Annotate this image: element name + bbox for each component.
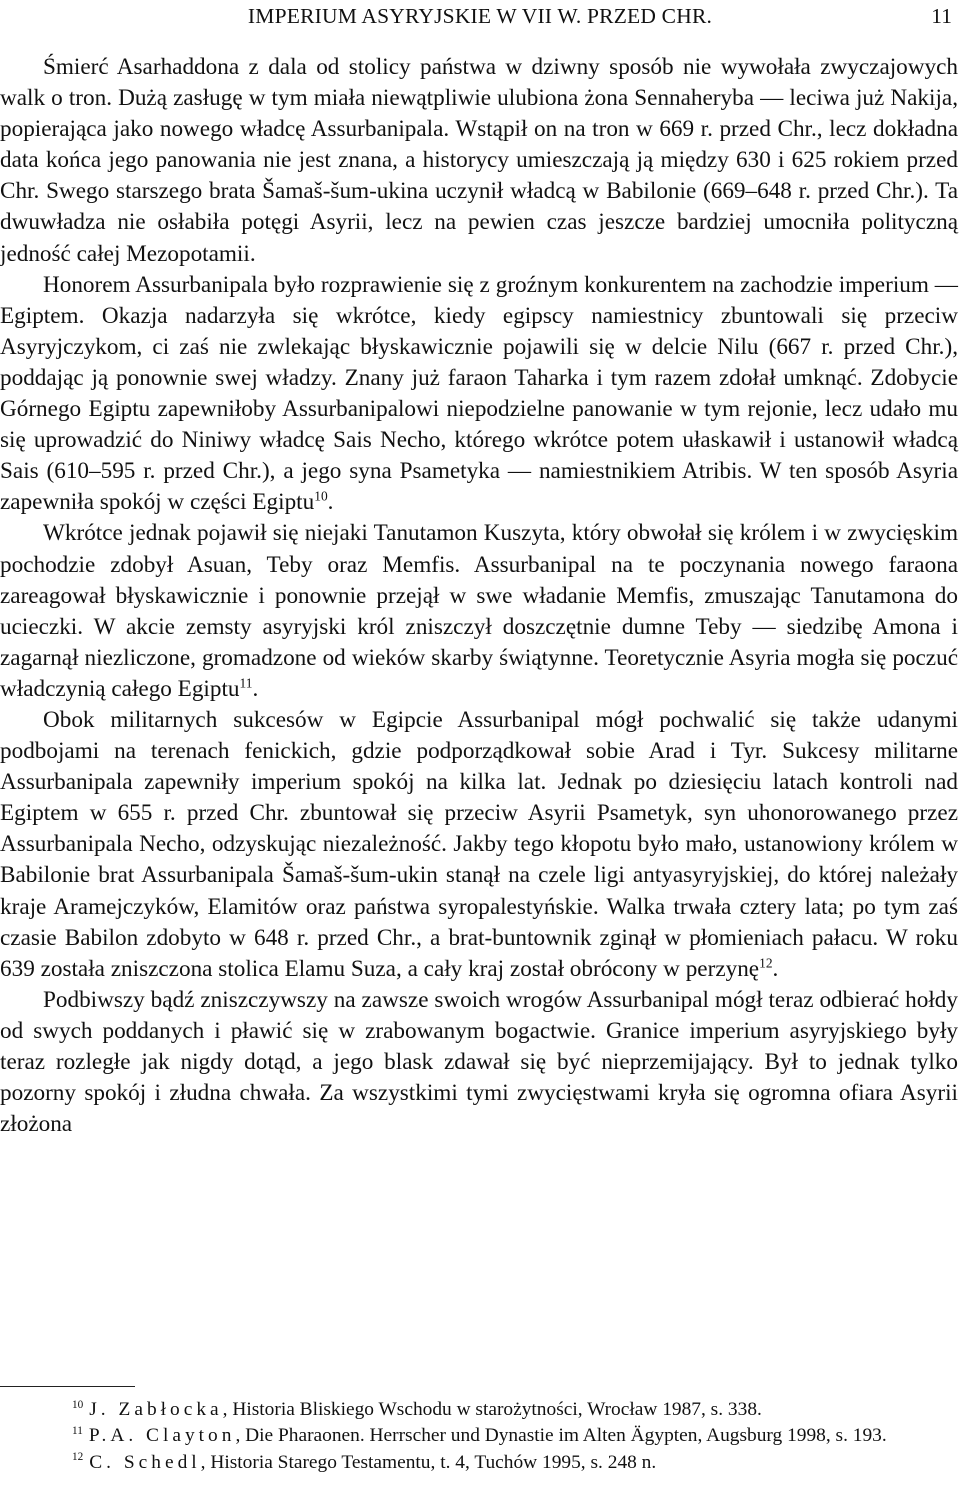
paragraph-egypt-campaign (0, 270, 958, 519)
page-header (0, 2, 960, 30)
paragraph-text: Honorem Assurbanipala było rozprawienie się z groźnym konkurentem na zachodzie imperium — Egiptem. Okazja nadarzyła się wkrótce, kiedy egipscy namiestnicy zbuntowali się przeciw Asyryjczykom, ci zaś nie zwlekając błyskawicznie pojawili się w delcie Nilu (667 r. przed Chr.), poddając ją ponownie swej władzy. Znany już faraon Taharka i tym razem zdołał umknąć. Zdobycie Górnego Egiptu zapewniłoby Assurbanipalowi niepodzielne panowanie w tym rejonie, lecz udało mu się uprowadzić do Niniwy władcę Sais Necho, którego wkrótce potem ułaskawił i ustanowił władcą Sais (610–595 r. przed Chr.), a jego syna Psametyka — namiestnikiem Atribis. W ten sposób Asyria zapewniła spokój w części Egiptu (0, 271, 958, 516)
footnote-text: , Die Pharaonen. Herrscher und Dynastie im Alten Ägypten, Augsburg 1998, s. 193. (235, 1425, 887, 1447)
footnote-author: C. Schedl (89, 1451, 201, 1473)
paragraph-accession (0, 52, 958, 270)
footnote: $^{11}$ P.A. Clayton, Die Pharaonen. Herrscher und Dynastie im Alten Ägypten, Augsburg 1998, s. 193. (72, 1424, 887, 1447)
paragraph-text: Śmierć Asarhaddona z dala od stolicy państwa w dziwny sposób nie wywołała zwyczajowych walk o tron. Dużą zasługę w tym miała niewątpliwie ulubiona żona Sennaheryba — leciwa już Nakija, popierająca jako nowego władcę Assurbanipala. Wstąpił on na tron w 669 r. przed Chr., lecz dokładna data końca jego panowania nie jest znana, a historycy umieszczają ją między 630 i 625 rokiem przed Chr. Swego starszego brata Šamaš-šum-ukina uczynił władcą w Babilonie (669–648 r. przed Chr.). Ta dwuwładza nie osłabiła potęgi Asyrii, lecz na pewien czas jeszcze bardziej umocniła polityczną jedność całej Mezopotamii. (0, 54, 958, 267)
footnote: $^{10}$ J. Zabłocka, Historia Bliskiego Wschodu w starożytności, Wrocław 1987, s. 338. (72, 1398, 762, 1420)
footnote-reference: 11 (239, 675, 253, 691)
footnotes (0, 1397, 958, 1476)
page-number: 11 (931, 4, 952, 28)
paragraph-text: . (327, 489, 334, 516)
paragraph-text: Podbiwszy bądź zniszczywszy na zawsze swoich wrogów Assurbanipal mógł teraz odbierać hołdy od swych poddanych i pławić się w zrabowanym bogactwie. Granice imperium asyryjskiego były teraz rozległe jak nigdy dotąd, a jego blask zdawał się być nieprzemijający. Był to jednak tylko pozorny spokój i złudna chwała. Za wszystkimi tymi zwycięstwami kryła się ogromna ofiara Asyrii złożona (0, 986, 958, 1138)
body-text (0, 52, 958, 1140)
footnote-reference: 12 (759, 954, 773, 970)
paragraph-text: . (252, 675, 259, 702)
footnote-separator (0, 1386, 135, 1387)
footnote-reference: 10 (314, 488, 328, 504)
paragraph-empire-borders (0, 985, 958, 1140)
paragraph-military-success (0, 705, 958, 985)
footnote-text: , Historia Starego Testamentu, t. 4, Tuchów 1995, s. 248 n. (200, 1451, 657, 1473)
paragraph-text: . (772, 955, 779, 982)
paragraph-tanutamon (0, 518, 958, 705)
footnote-text: , Historia Bliskiego Wschodu w starożytności, Wrocław 1987, s. 338. (222, 1399, 762, 1420)
footnote-author: J. Zabłocka (89, 1399, 223, 1420)
footnote-author: P.A. Clayton (88, 1425, 236, 1447)
paragraph-text: Obok militarnych sukcesów w Egipcie Assurbanipal mógł pochwalić się także udanymi podbojami na terenach fenickich, gdzie podporządkował sobie Arad i Tyr. Sukcesy militarne Assurbanipala zapewniły imperium spokój na kilka lat. Jednak po dziesięciu latach kontroli nad Egiptem w 655 r. przed Chr. zbuntował się przeciw Asyrii Psametyk, syn uhonorowanego przez Assurbanipala Necho, odzyskując niezależność. Jakby tego kłopotu było mało, ustanowiony królem w Babilonie brat Assurbanipala Šamaš-šum-ukin stanął na czele ligi antyasyryjskiej, do której należały kraje Aramejczyków, Elamitów oraz państwa syropalestyńskie. Walka trwała cztery lata; po tym zaś czasie Babilon zdobyto w 648 r. przed Chr., a brat-buntownik zginął w płomieniach pałacu. W roku 639 została zniszczona stolica Elamu Suza, a cały kraj został obrócony w perzynę (0, 706, 958, 982)
paragraph-text: Wkrótce jednak pojawił się niejaki Tanutamon Kuszyta, który obwołał się królem i w zwycięskim pochodzie zdobył Asuan, Teby oraz Memfis. Assurbanipal na te poczynania nowego faraona zareagował błyskawicznie i ponownie przejął w swe władanie Memfis, zmuszając Tanutamona do ucieczki. W akcie zemsty asyryjski król zniszczył doszczętnie dumne Teby — siedzibę Amona i zagarnął niezliczone, gromadzone od wieków skarby świątynne. Teoretycznie Asyria mogła się poczuć władczynią całego Egiptu (0, 520, 958, 702)
running-title: IMPERIUM ASYRYJSKIE W VII W. PRZED CHR. (247, 4, 713, 28)
footnote: $^{12}$ C. Schedl, Historia Starego Testamentu, t. 4, Tuchów 1995, s. 248 n. (72, 1451, 657, 1473)
